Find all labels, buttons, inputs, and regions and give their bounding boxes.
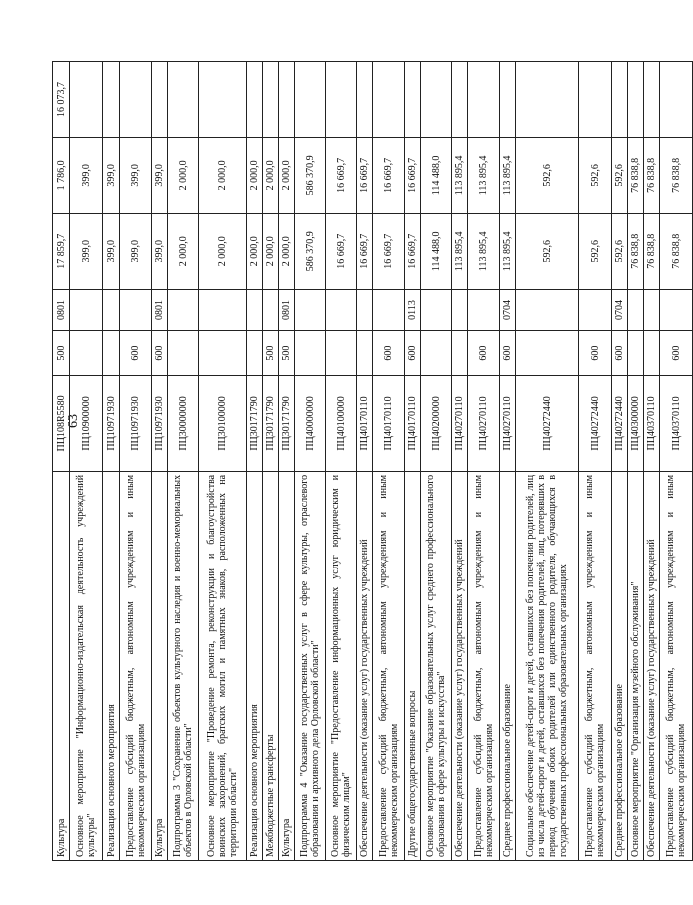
amount-cell-3 [279,62,295,138]
amount-cell: 592,6 [579,213,612,289]
table-row [405,62,421,861]
amount-cell-2: 399,0 [120,137,152,213]
amount-cell-3 [199,62,247,138]
row-name-cell: Реализация основного мероприятия [103,471,120,860]
amount-cell: 17 859,7 [53,213,70,289]
amount-cell-3 [326,62,357,138]
amount-cell-3 [120,62,152,138]
target-article-cell: ПЦ40200000 [421,376,452,472]
amount-cell-3 [70,62,103,138]
amount-cell-2: 76 838,8 [644,137,660,213]
expense-type-cell [357,331,373,376]
amount-cell-2: 113 895,4 [500,137,516,213]
amount-cell: 113 895,4 [452,213,468,289]
section-cell [579,289,612,331]
table-row [516,62,579,861]
target-article-cell: ПЦ40170110 [373,376,405,472]
expense-type-cell [516,331,579,376]
table-row [152,62,168,861]
amount-cell-2: 592,6 [612,137,628,213]
expense-type-cell: 600 [152,331,168,376]
expense-type-cell [644,331,660,376]
section-cell [263,289,279,331]
section-cell [120,289,152,331]
amount-cell-3 [103,62,120,138]
amount-cell: 16 669,7 [373,213,405,289]
section-cell [628,289,644,331]
section-cell [199,289,247,331]
target-article-cell: ПЦ40272440 [516,376,579,472]
amount-cell: 76 838,8 [660,213,693,289]
amount-cell: 2 000,0 [279,213,295,289]
row-name-cell: Предоставление субсидий бюджетным, автономным учреждениям и иным некоммерческим организациям [660,471,693,860]
expense-type-cell: 500 [263,331,279,376]
row-name-cell: Реализация основного мероприятия [247,471,263,860]
expense-type-cell: 600 [579,331,612,376]
table-row [421,62,452,861]
expense-type-cell: 500 [279,331,295,376]
row-name-cell: Основное мероприятие "Информационно-издательская деятельность учреждений культуры" [70,471,103,860]
table-row [120,62,152,861]
amount-cell-2: 399,0 [103,137,120,213]
target-article-cell: ПЦ40370110 [660,376,693,472]
section-cell [373,289,405,331]
row-name-cell: Подпрограмма 3 "Сохранение объектов культурного наследия и военно-мемориальных объектов в Орловской области" [168,471,199,860]
table-row [199,62,247,861]
expense-type-cell: 600 [468,331,500,376]
amount-cell-2: 16 669,7 [373,137,405,213]
amount-cell-3 [660,62,693,138]
amount-cell-3 [468,62,500,138]
amount-cell-3 [452,62,468,138]
amount-cell-3 [263,62,279,138]
amount-cell-2: 592,6 [579,137,612,213]
amount-cell-2: 2 000,0 [279,137,295,213]
row-name-cell: Основное мероприятие "Предоставление информационных услуг юридическим и физическим лицам" [326,471,357,860]
amount-cell-2: 1 786,0 [53,137,70,213]
amount-cell: 76 838,8 [644,213,660,289]
amount-cell-2: 16 669,7 [326,137,357,213]
amount-cell-2: 113 895,4 [452,137,468,213]
row-name-cell: Обеспечение деятельности (оказание услуг) государственных учреждений [644,471,660,860]
section-cell: 0704 [612,289,628,331]
expense-type-cell [452,331,468,376]
amount-cell-2: 399,0 [70,137,103,213]
amount-cell: 399,0 [152,213,168,289]
amount-cell-3: 16 073,7 [53,62,70,138]
amount-cell: 16 669,7 [405,213,421,289]
amount-cell-3 [579,62,612,138]
amount-cell-2: 592,6 [516,137,579,213]
row-name-cell: Обеспечение деятельности (оказание услуг) государственных учреждений [357,471,373,860]
amount-cell-3 [405,62,421,138]
section-cell: 0704 [500,289,516,331]
amount-cell-3 [373,62,405,138]
table-row [612,62,628,861]
table-row [452,62,468,861]
expense-type-cell: 500 [53,331,70,376]
amount-cell-3 [421,62,452,138]
expense-type-cell [326,331,357,376]
row-name-cell: Культура [152,471,168,860]
amount-cell: 592,6 [612,213,628,289]
row-name-cell: Основное мероприятие "Проведение ремонта, реконструкции и благоустройства воинских захоронений, братских могил и памятных знаков, расположенных на территории области" [199,471,247,860]
target-article-cell: ПЦ10971930 [103,376,120,472]
rotated-page-content [52,61,687,861]
amount-cell-2: 113 895,4 [468,137,500,213]
target-article-cell: ПЦ40270110 [468,376,500,472]
target-article-cell: ПЦ40370110 [644,376,660,472]
amount-cell-2: 16 669,7 [357,137,373,213]
row-name-cell: Предоставление субсидий бюджетным, автономным учреждениям и иным некоммерческим организациям [468,471,500,860]
amount-cell: 399,0 [120,213,152,289]
target-article-cell: ПЦ30100000 [199,376,247,472]
amount-cell: 399,0 [70,213,103,289]
section-cell [247,289,263,331]
target-article-cell: ПЦ30171790 [263,376,279,472]
amount-cell-3 [628,62,644,138]
row-name-cell: Предоставление субсидий бюджетным, автономным учреждениям и иным некоммерческим организациям [373,471,405,860]
target-article-cell: ПЦ40300000 [628,376,644,472]
section-cell: 0801 [279,289,295,331]
section-cell [70,289,103,331]
expense-type-cell [247,331,263,376]
expense-type-cell [628,331,644,376]
table-row [247,62,263,861]
expense-type-cell [103,331,120,376]
table-row [579,62,612,861]
target-article-cell: ПЦ40170110 [357,376,373,472]
section-cell: 0113 [405,289,421,331]
target-article-cell: ПЦ40270110 [452,376,468,472]
amount-cell: 76 838,8 [628,213,644,289]
amount-cell-2: 2 000,0 [247,137,263,213]
amount-cell-2: 76 838,8 [660,137,693,213]
section-cell [660,289,693,331]
expense-type-cell: 600 [500,331,516,376]
section-cell [452,289,468,331]
amount-cell-3 [247,62,263,138]
target-article-cell: ПЦ40170110 [405,376,421,472]
amount-cell-3 [168,62,199,138]
row-name-cell: Социальное обеспечение детей-сирот и детей, оставшихся без попечения родителей, лиц из числа детей-сирот и детей, оставшихся без попечения родителей, лиц, потерявших в период обучения обоих родителей или единственного родителя, обучающихся в государственных профессиональных образовательных организациях [516,471,579,860]
row-name-cell: Другие общегосударственные вопросы [405,471,421,860]
amount-cell-2: 114 488,0 [421,137,452,213]
table-row [103,62,120,861]
amount-cell: 2 000,0 [168,213,199,289]
section-cell [103,289,120,331]
row-name-cell: Подпрограмма 4 "Оказание государственных услуг в сфере культуры, отраслевого образования и архивного дела Орловской области" [295,471,326,860]
target-article-cell: ПЦ30171790 [279,376,295,472]
target-article-cell: ПЦ40000000 [295,376,326,472]
amount-cell: 399,0 [103,213,120,289]
row-name-cell: Среднее профессиональное образование [612,471,628,860]
amount-cell: 113 895,4 [500,213,516,289]
row-name-cell: Обеспечение деятельности (оказание услуг) государственных учреждений [452,471,468,860]
row-name-cell: Предоставление субсидий бюджетным, автономным учреждениям и иным некоммерческим организациям [579,471,612,860]
section-cell: 0801 [53,289,70,331]
amount-cell-2: 2 000,0 [263,137,279,213]
target-article-cell: ПЦ30000000 [168,376,199,472]
section-cell [295,289,326,331]
amount-cell: 2 000,0 [247,213,263,289]
amount-cell: 592,6 [516,213,579,289]
amount-cell-2: 586 370,9 [295,137,326,213]
page-number: 63 [66,414,81,428]
amount-cell-3 [295,62,326,138]
target-article-cell: ПЦ40270110 [500,376,516,472]
target-article-cell: ПЦ10971930 [152,376,168,472]
target-article-cell: ПЦ40272440 [579,376,612,472]
section-cell [168,289,199,331]
expense-type-cell [421,331,452,376]
amount-cell-2: 2 000,0 [168,137,199,213]
table-row [628,62,644,861]
table-row [326,62,357,861]
section-cell [357,289,373,331]
amount-cell: 2 000,0 [263,213,279,289]
table-row [279,62,295,861]
section-cell [421,289,452,331]
expense-type-cell: 600 [660,331,693,376]
table-row [53,62,70,861]
expense-type-cell: 600 [405,331,421,376]
table-row [660,62,693,861]
row-name-cell: Основное мероприятие "Оказание образовательных услуг среднего профессионального образования в сфере культуры и искусства" [421,471,452,860]
table-row [295,62,326,861]
budget-table [52,61,693,861]
expense-type-cell [295,331,326,376]
amount-cell: 586 370,9 [295,213,326,289]
table-row [357,62,373,861]
amount-cell-2: 76 838,8 [628,137,644,213]
row-name-cell: Культура [279,471,295,860]
target-article-cell: ПЦ10971930 [120,376,152,472]
target-article-cell: ПЦ40272440 [612,376,628,472]
target-article-cell: ПЦ40100000 [326,376,357,472]
expense-type-cell: 600 [612,331,628,376]
section-cell: 0801 [152,289,168,331]
row-name-cell: Основное мероприятие "Организация музейного обслуживания" [628,471,644,860]
amount-cell: 2 000,0 [199,213,247,289]
row-name-cell: Предоставление субсидий бюджетным, автономным учреждениям и иным некоммерческим организациям [120,471,152,860]
section-cell [468,289,500,331]
amount-cell-3 [516,62,579,138]
target-article-cell: ПЦ10900000 [70,376,103,472]
expense-type-cell [199,331,247,376]
amount-cell-2: 2 000,0 [199,137,247,213]
table-row [70,62,103,861]
expense-type-cell [70,331,103,376]
amount-cell-3 [152,62,168,138]
amount-cell-3 [644,62,660,138]
table-row [373,62,405,861]
section-cell [644,289,660,331]
expense-type-cell: 600 [120,331,152,376]
table-row [500,62,516,861]
section-cell [516,289,579,331]
amount-cell-3 [500,62,516,138]
table-row [644,62,660,861]
row-name-cell: Среднее профессиональное образование [500,471,516,860]
expense-type-cell [168,331,199,376]
amount-cell-2: 16 669,7 [405,137,421,213]
amount-cell: 16 669,7 [357,213,373,289]
amount-cell-3 [357,62,373,138]
row-name-cell: Культура [53,471,70,860]
target-article-cell: ПЦ30171790 [247,376,263,472]
target-article-cell: ПЦ108R5580 [53,376,70,472]
row-name-cell: Межбюджетные трансферты [263,471,279,860]
amount-cell: 16 669,7 [326,213,357,289]
amount-cell: 114 488,0 [421,213,452,289]
amount-cell-2: 399,0 [152,137,168,213]
amount-cell-3 [612,62,628,138]
table-row [263,62,279,861]
section-cell [326,289,357,331]
expense-type-cell: 600 [373,331,405,376]
table-row [468,62,500,861]
amount-cell: 113 895,4 [468,213,500,289]
table-row [168,62,199,861]
